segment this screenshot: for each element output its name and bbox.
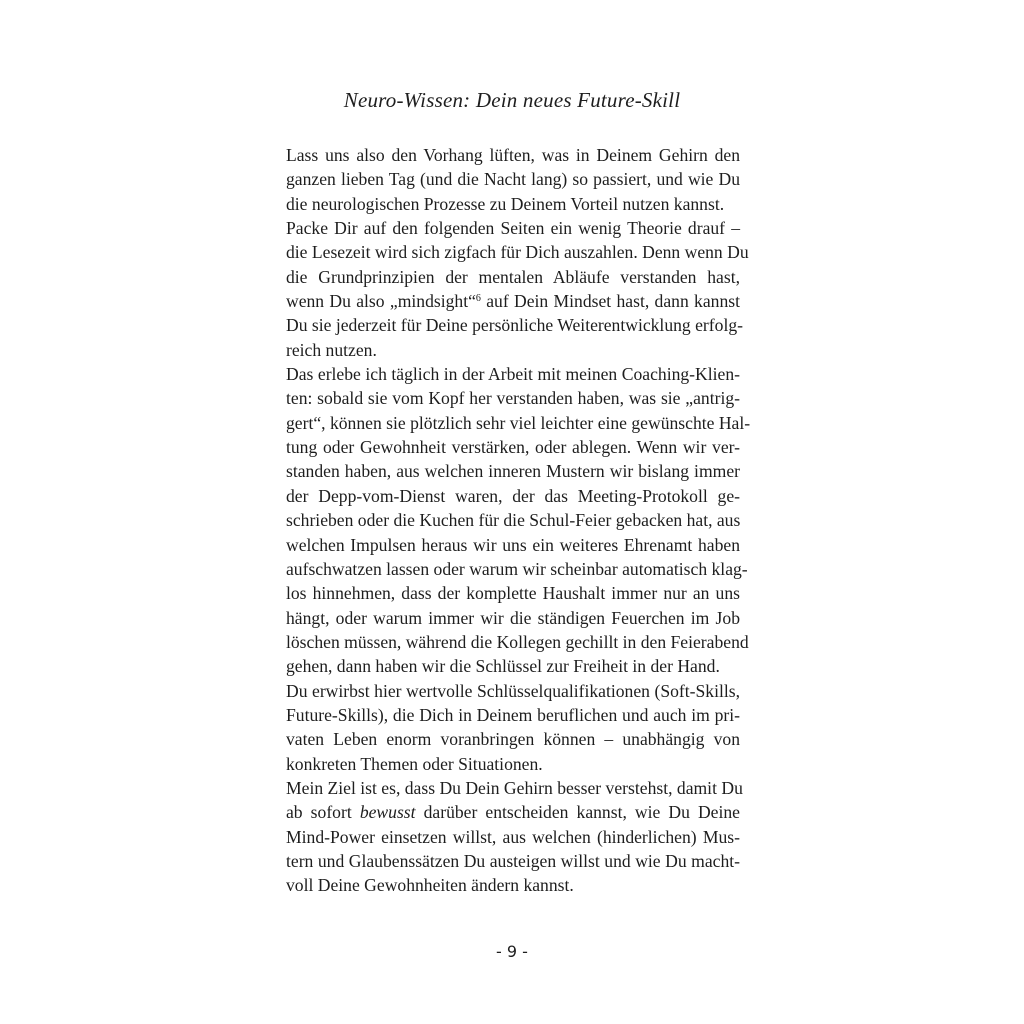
text-line: voll Deine Gewohnheiten ändern kannst. xyxy=(286,875,574,896)
text-line: vaten Leben enorm voranbringen können – unabhängig von xyxy=(286,729,740,750)
body-text xyxy=(286,143,751,898)
text-line: hängt, oder warum immer wir die ständigen Feuerchen im Job xyxy=(286,607,740,628)
text-line: Mind-Power einsetzen willst, aus welchen (hinderlichen) Mus- xyxy=(286,826,740,847)
text-fragment: ab sofort xyxy=(286,802,352,823)
text-line: ten: sobald sie vom Kopf her verstanden haben, was sie „antrig- xyxy=(286,388,740,409)
text-line: welchen Impulsen heraus wir uns ein weiteres Ehrenamt haben xyxy=(286,534,740,555)
text-line-with-emphasis xyxy=(286,800,740,824)
page-number: - 9 - xyxy=(496,942,528,961)
text-line: die Lesezeit wird sich zigfach für Dich auszahlen. Denn wenn Du xyxy=(286,242,749,263)
text-fragment: darüber entscheiden kannst, wie Du Deine xyxy=(415,802,740,823)
footnote-ref: 6 xyxy=(475,293,481,305)
text-line: Das erlebe ich täglich in der Arbeit mit meinen Coaching-Klien- xyxy=(286,364,740,385)
text-line: Future-Skills), die Dich in Deinem beruflichen und auch im pri- xyxy=(286,704,740,725)
text-line-with-footnote xyxy=(286,289,740,313)
text-line: Packe Dir auf den folgenden Seiten ein wenig Theorie drauf – xyxy=(286,218,740,239)
text-line: gert“, können sie plötzlich sehr viel leichter eine gewünschte Hal- xyxy=(286,412,751,433)
text-line: der Depp-vom-Dienst waren, der das Meeting-Protokoll ge- xyxy=(286,485,740,506)
text-line: löschen müssen, während die Kollegen gechillt in den Feierabend xyxy=(286,631,749,652)
text-line: tern und Glaubenssätzen Du austeigen willst und wie Du macht- xyxy=(286,850,740,871)
text-line: ganzen lieben Tag (und die Nacht lang) so passiert, und wie Du xyxy=(286,169,740,190)
text-line: los hinnehmen, dass der komplette Haushalt immer nur an uns xyxy=(286,583,740,604)
text-line: die neurologischen Prozesse zu Deinem Vorteil nutzen kannst. xyxy=(286,193,725,214)
text-line: reich nutzen. xyxy=(286,339,377,360)
text-line: Lass uns also den Vorhang lüften, was in Deinem Gehirn den xyxy=(286,145,740,165)
text-line: standen haben, aus welchen inneren Mustern wir bislang immer xyxy=(286,461,740,482)
running-head: Neuro-Wissen: Dein neues Future-Skill xyxy=(343,88,681,112)
text-fragment: wenn Du also „mindsight“ xyxy=(286,291,476,312)
text-line: Du sie jederzeit für Deine persönliche Weiterentwicklung erfolg- xyxy=(286,315,743,336)
text-fragment: auf Dein Mindset hast, dann kannst xyxy=(480,291,740,312)
text-line: Mein Ziel ist es, dass Du Dein Gehirn besser verstehst, damit Du xyxy=(286,777,743,798)
text-line: Du erwirbst hier wertvolle Schlüsselqualifikationen (Soft-Skills, xyxy=(286,680,740,701)
text-line: konkreten Themen oder Situationen. xyxy=(286,753,543,774)
text-line: schrieben oder die Kuchen für die Schul-Feier gebacken hat, aus xyxy=(286,510,741,531)
text-line: aufschwatzen lassen oder warum wir scheinbar automatisch klag- xyxy=(286,558,748,579)
text-line: gehen, dann haben wir die Schlüssel zur Freiheit in der Hand. xyxy=(286,656,720,677)
emphasis: bewusst xyxy=(359,802,416,823)
text-line: die Grundprinzipien der mentalen Abläufe verstanden hast, xyxy=(286,266,740,287)
text-line: tung oder Gewohnheit verstärken, oder ablegen. Wenn wir ver- xyxy=(286,437,740,458)
